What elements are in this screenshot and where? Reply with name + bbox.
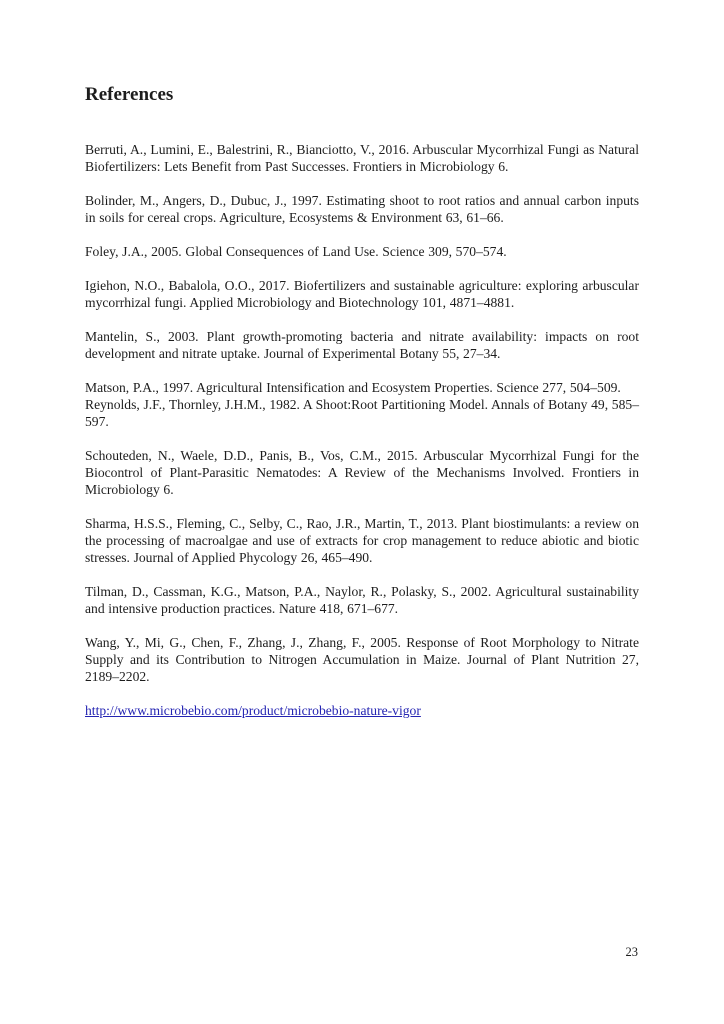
reference-entry-wang: Wang, Y., Mi, G., Chen, F., Zhang, J., Zhang, F., 2005. Response of Root Morphology to Nitrate Supply and its Contribution to Nitrogen Accumulation in Maize. Journal of Plant Nutrition 27, 2189–2202. [85,635,639,684]
section-heading: References [85,84,174,105]
reference-entry-berruti: Berruti, A., Lumini, E., Balestrini, R., Bianciotto, V., 2016. Arbuscular Mycorrhizal Fungi as Natural Biofertilizers: Lets Benefit from Past Successes. Frontiers in Microbiology 6. [85,142,639,174]
reference-entry-schouteden: Schouteden, N., Waele, D.D., Panis, B., Vos, C.M., 2015. Arbuscular Mycorrhizal Fungi for the Biocontrol of Plant-Parasitic Nematodes: A Review of the Mechanisms Involved. Frontiers in Microbiology 6. [85,448,639,497]
page-number: 23 [625,945,638,959]
reference-entry-matson: Matson, P.A., 1997. Agricultural Intensification and Ecosystem Properties. Science 277, 504–509. [85,380,621,395]
reference-entry-tilman: Tilman, D., Cassman, K.G., Matson, P.A., Naylor, R., Polasky, S., 2002. Agricultural sustainability and intensive production practices. Nature 418, 671–677. [85,584,639,616]
reference-entry-foley: Foley, J.A., 2005. Global Consequences of Land Use. Science 309, 570–574. [85,244,507,259]
link-paragraph [85,702,639,719]
reference-entry-mantelin: Mantelin, S., 2003. Plant growth-promoting bacteria and nitrate availability: impacts on root development and nitrate uptake. Journal of Experimental Botany 55, 27–34. [85,329,639,361]
reference-entry-sharma: Sharma, H.S.S., Fleming, C., Selby, C., Rao, J.R., Martin, T., 2013. Plant biostimulants: a review on the processing of macroalgae and use of extracts for crop management to reduce abiotic and biotic stresses. Journal of Applied Phycology 26, 465–490. [85,516,639,565]
product-link[interactable]: http://www.microbebio.com/product/microbebio-nature-vigor [85,703,421,718]
reference-entry-reynolds: Reynolds, J.F., Thornley, J.H.M., 1982. A Shoot:Root Partitioning Model. Annals of Botany 49, 585–597. [85,397,639,429]
reference-entry-igiehon: Igiehon, N.O., Babalola, O.O., 2017. Biofertilizers and sustainable agriculture: exploring arbuscular mycorrhizal fungi. Applied Microbiology and Biotechnology 101, 4871–4881. [85,278,639,310]
references-section [85,84,639,719]
reference-entry-bolinder: Bolinder, M., Angers, D., Dubuc, J., 1997. Estimating shoot to root ratios and annual carbon inputs in soils for cereal crops. Agriculture, Ecosystems & Environment 63, 61–66. [85,193,639,225]
